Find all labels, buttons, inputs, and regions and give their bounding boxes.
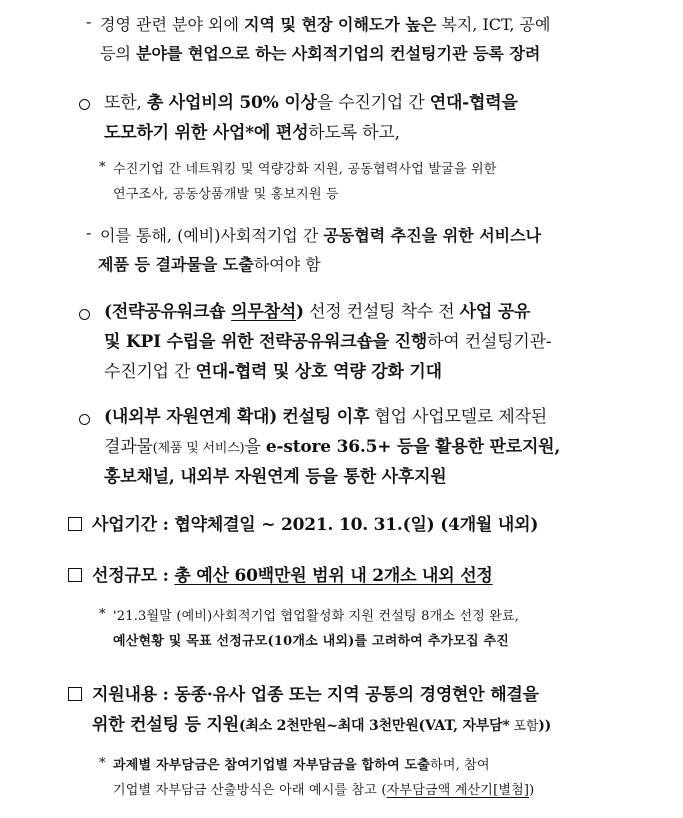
note-2-line-1: '21.3월말 (예비)사회적기업 협업활성화 지원 컨설팅 8개소 선정 완료, xyxy=(113,609,520,624)
circle-item-3-line-2: 결과물(제품 및 서비스)을 e-store 36.5+ 등을 활용한 판로지원, xyxy=(104,437,561,457)
dash-marker: - xyxy=(86,12,92,31)
asterisk-marker: * xyxy=(99,756,106,771)
note-1-line-1: 수진기업 간 네트워킹 및 역량강화 지원, 공동협력사업 발굴을 위한 xyxy=(113,162,497,177)
note-2-line-2: 예산현황 및 목표 선정규모(10개소 내외)를 고려하여 추가모집 추진 xyxy=(113,634,509,649)
asterisk-marker: * xyxy=(99,160,106,175)
asterisk-marker: * xyxy=(99,607,106,622)
circle-item-3-line-3: 홍보채널, 내외부 자원연계 등을 통한 사후지원 xyxy=(104,467,447,487)
checkbox-square-icon xyxy=(68,516,82,535)
note-3-line-2: 기업별 자부담금 산출방식은 아래 예시를 참고 (자부담금액 계산기[별첨]) xyxy=(113,783,535,798)
dash-item-2-line-2: 제품 등 결과물을 도출하여야 함 xyxy=(98,255,321,274)
circle-item-1-line-1: 또한, 총 사업비의 50% 이상을 수진기업 간 연대-협력을 xyxy=(104,93,518,113)
support-content-line-1: 지원내용 : 동종·유사 업종 또는 지역 공통의 경영현안 해결을 xyxy=(92,685,539,705)
circle-item-2-line-1: (전략공유워크숍 의무참석) 선정 컨설팅 착수 전 사업 공유 xyxy=(104,302,531,322)
circle-item-2-line-3: 수진기업 간 연대-협력 및 상호 역량 강화 기대 xyxy=(104,362,442,382)
dash-item-1-line-1: 경영 관련 분야 외에 지역 및 현장 이해도가 높은 복지, ICT, 공예 xyxy=(100,15,551,34)
project-period: 사업기간 : 협약체결일 ~ 2021. 10. 31.(일) (4개월 내외) xyxy=(92,515,539,535)
circle-bullet-icon xyxy=(79,95,90,114)
dash-item-2-line-1: 이를 통해, (예비)사회적기업 간 공동협력 추진을 위한 서비스나 xyxy=(100,226,542,245)
support-content-line-2: 위한 컨설팅 등 지원(최소 2천만원~최대 3천만원(VAT, 자부담* 포함)) xyxy=(92,715,552,735)
checkbox-square-icon xyxy=(68,686,82,705)
checkbox-square-icon xyxy=(68,567,82,586)
dash-marker: - xyxy=(86,223,92,242)
circle-bullet-icon xyxy=(79,305,90,324)
note-1-line-2: 연구조사, 공동상품개발 및 홍보지원 등 xyxy=(113,187,339,202)
note-3-line-1: 과제별 자부담금은 참여기업별 자부담금을 합하여 도출하며, 참여 xyxy=(113,758,490,773)
circle-item-3-line-1: (내외부 자원연계 확대) 컨설팅 이후 협업 사업모델로 제작된 xyxy=(104,407,548,427)
circle-bullet-icon xyxy=(79,410,90,429)
selection-scale: 선정규모 : 총 예산 60백만원 범위 내 2개소 내외 선정 xyxy=(92,566,493,586)
dash-item-1-line-2: 등의 분야를 현업으로 하는 사회적기업의 컨설팅기관 등록 장려 xyxy=(100,44,541,63)
circle-item-1-line-2: 도모하기 위한 사업*에 편성하도록 하고, xyxy=(104,123,400,143)
circle-item-2-line-2: 및 KPI 수립을 위한 전략공유워크숍을 진행하여 컨설팅기관- xyxy=(104,332,552,352)
